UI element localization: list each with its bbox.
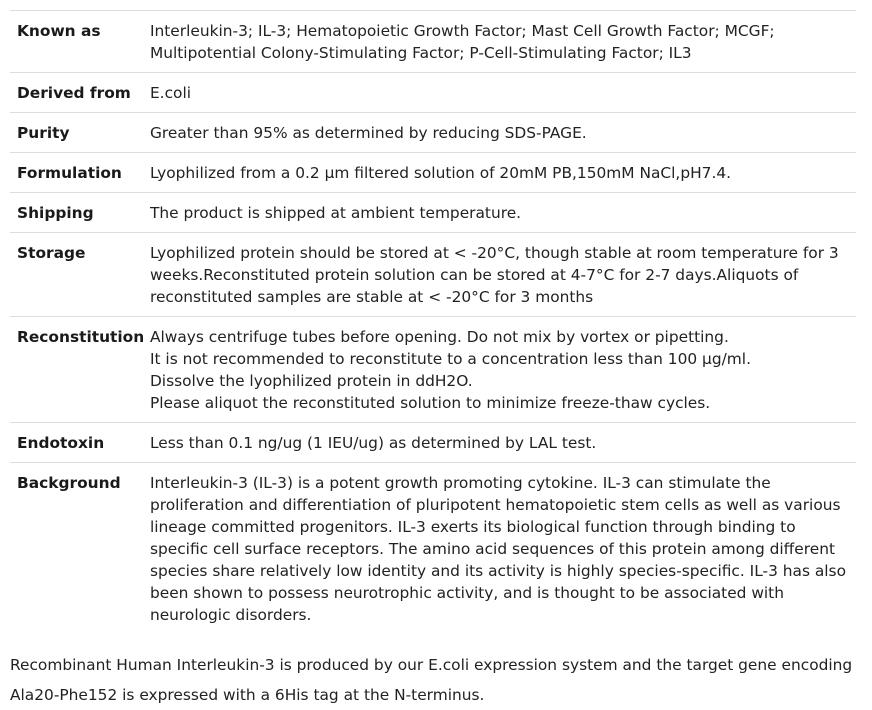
- spec-row-purity: [10, 113, 856, 153]
- spec-value-line: Lyophilized from a 0.2 μm filtered solution of 20mM PB,150mM NaCl,pH7.4.: [149, 164, 732, 182]
- spec-label: Formulation: [17, 164, 122, 182]
- spec-value: [150, 463, 856, 635]
- spec-value-line: Dissolve the lyophilized protein in ddH2O.: [149, 372, 473, 390]
- spec-value-line: proliferation and differentiation of pluripotent hematopoietic stem cells as well as various: [149, 496, 841, 514]
- spec-value: [150, 11, 856, 73]
- spec-row-shipping: [10, 193, 856, 233]
- spec-value: [150, 317, 856, 423]
- spec-value-line: Interleukin-3; IL-3; Hematopoietic Growth Factor; Mast Cell Growth Factor; MCGF;: [149, 22, 775, 40]
- spec-value: [150, 233, 856, 317]
- spec-value-line: Multipotential Colony-Stimulating Factor; P-Cell-Stimulating Factor; IL3: [149, 44, 692, 62]
- spec-value-line: weeks.Reconstituted protein solution can be stored at 4-7°C for 2-7 days.Aliquots of: [149, 266, 799, 284]
- spec-value-line: It is not recommended to reconstitute to a concentration less than 100 μg/ml.: [149, 350, 751, 368]
- spec-value: [150, 423, 856, 463]
- spec-value-line: E.coli: [149, 84, 191, 102]
- spec-value: [150, 193, 856, 233]
- spec-value-line: species share relatively low identity and its activity is highly species-specific. IL-3 has also: [149, 562, 846, 580]
- spec-value-line: been shown to possess neurotrophic activity, and is thought to be associated with: [149, 584, 784, 602]
- spec-label: Purity: [17, 124, 70, 142]
- spec-value: [150, 73, 856, 113]
- spec-value-line: reconstituted samples are stable at < -20°C for 3 months: [149, 288, 594, 306]
- spec-label: Endotoxin: [17, 434, 105, 452]
- spec-value-line: Interleukin-3 (IL-3) is a potent growth promoting cytokine. IL-3 can stimulate the: [149, 474, 771, 492]
- spec-value-line: Greater than 95% as determined by reducing SDS-PAGE.: [149, 124, 587, 142]
- spec-row-storage: [10, 233, 856, 317]
- spec-value-line: Less than 0.1 ng/ug (1 IEU/ug) as determined by LAL test.: [149, 434, 597, 452]
- description-line: Ala20-Phe152 is expressed with a 6His tag at the N-terminus.: [10, 686, 485, 704]
- spec-row-background: [10, 463, 856, 635]
- spec-label: Shipping: [17, 204, 94, 222]
- spec-value-line: lineage committed progenitors. IL-3 exerts its biological function through binding to: [149, 518, 796, 536]
- spec-value-line: Please aliquot the reconstituted solution to minimize freeze-thaw cycles.: [149, 394, 711, 412]
- spec-row-derived-from: [10, 73, 856, 113]
- spec-value-line: The product is shipped at ambient temperature.: [149, 204, 522, 222]
- spec-value-line: specific cell surface receptors. The amino acid sequences of this protein among different: [149, 540, 835, 558]
- spec-label: Storage: [17, 244, 86, 262]
- spec-row-reconstitution: [10, 317, 856, 423]
- spec-label: Background: [17, 474, 121, 492]
- spec-row-formulation: [10, 153, 856, 193]
- spec-row-known-as: [10, 11, 856, 73]
- spec-value: [150, 153, 856, 193]
- spec-value-line: Lyophilized protein should be stored at < -20°C, though stable at room temperature for 3: [149, 244, 839, 262]
- product-description: [10, 650, 860, 710]
- spec-value: [150, 113, 856, 153]
- spec-value-line: neurologic disorders.: [149, 606, 312, 624]
- product-spec-table: [10, 10, 856, 634]
- spec-label: Reconstitution: [17, 328, 145, 346]
- spec-value-line: Always centrifuge tubes before opening. Do not mix by vortex or pipetting.: [149, 328, 729, 346]
- spec-label: Known as: [17, 22, 101, 40]
- description-line: Recombinant Human Interleukin-3 is produced by our E.coli expression system and the target gene encoding: [10, 656, 853, 674]
- spec-row-endotoxin: [10, 423, 856, 463]
- spec-label: Derived from: [17, 84, 131, 102]
